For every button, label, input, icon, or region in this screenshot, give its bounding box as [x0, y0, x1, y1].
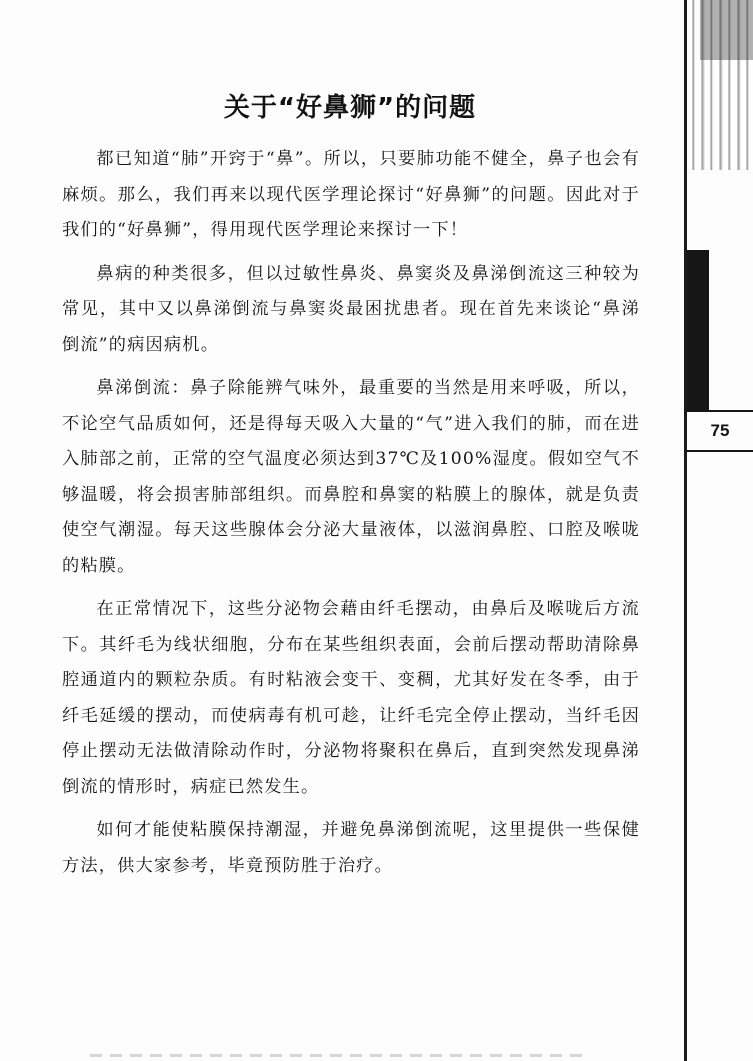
next-page-bleed-shadow [700, 0, 753, 60]
paragraph-5: 如何才能使粘膜保持潮湿，并避免鼻涕倒流呢，这里提供一些保健方法，供大家参考，毕竟预防胜于治疗。 [62, 820, 640, 876]
article-title: 关于“好鼻狮”的问题 [223, 93, 477, 124]
chapter-thumb-tab [687, 250, 709, 410]
page-edge-line [684, 0, 687, 1061]
scan-smudge [90, 1054, 590, 1057]
paragraph-4: 在正常情况下，这些分泌物会藉由纤毛摆动，由鼻后及喉咙后方流下。其纤毛为线状细胞，分布在某些组织表面，会前后摆动帮助清除鼻腔通道内的颗粒杂质。有时粘液会变干、变稠，尤其好发在冬季，由于纤毛延缓的摆动，而使病毒有机可趁，让纤毛完全停止摆动，当纤毛因停止摆动无法做清除动作时，分泌物将聚积在鼻后，直到突然发现鼻涕倒流的情形时，病症已然发生。 [62, 599, 640, 797]
article-body [62, 142, 640, 892]
paragraph-1: 都已知道“肺”开窍于“鼻”。所以，只要肺功能不健全，鼻子也会有麻烦。那么，我们再来以现代医学理论探讨“好鼻狮”的问题。因此对于我们的“好鼻狮”，得用现代医学理论来探讨一下！ [62, 149, 640, 240]
paragraph-2: 鼻病的种类很多，但以过敏性鼻炎、鼻窦炎及鼻涕倒流这三种较为常见，其中又以鼻涕倒流与鼻窦炎最困扰患者。现在首先来谈论“鼻涕倒流”的病因病机。 [62, 263, 640, 355]
paragraph-3: 鼻涕倒流：鼻子除能辨气味外，最重要的当然是用来呼吸，所以，不论空气品质如何，还是得每天吸入大量的“气”进入我们的肺，而在进入肺部之前，正常的空气温度必须达到37℃及100%湿度。假如空气不够温暖，将会损害肺部组织。而鼻腔和鼻窦的粘膜上的腺体，就是负责使空气潮湿。每天这些腺体会分泌大量液体，以滋润鼻腔、口腔及喉咙的粘膜。 [62, 378, 640, 576]
page-number: 75 [687, 410, 753, 452]
